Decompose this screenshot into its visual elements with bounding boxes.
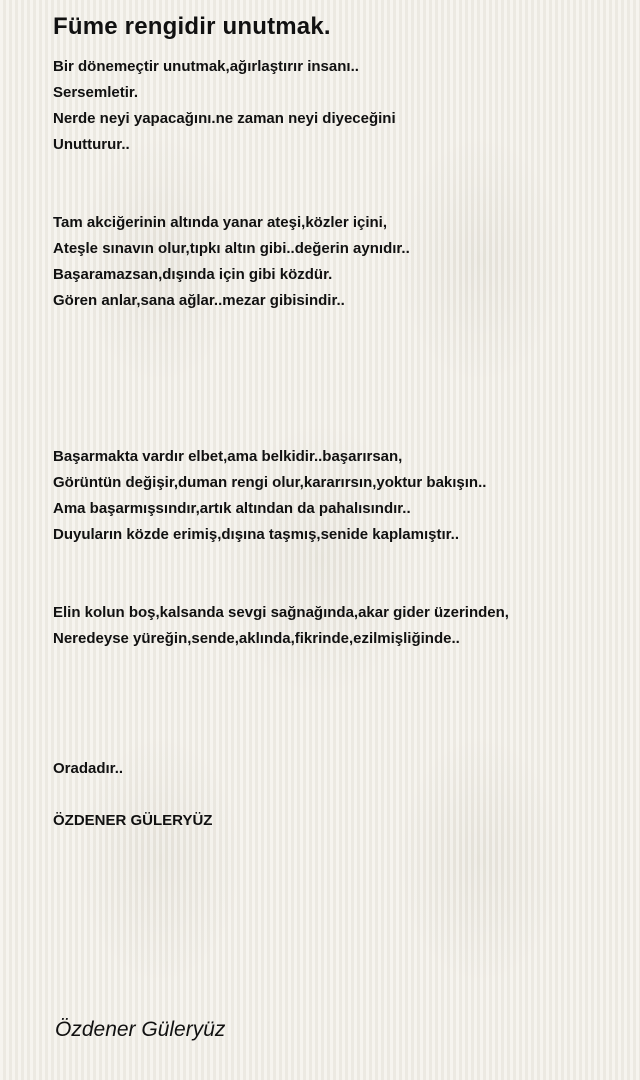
poem-line: Neredeyse yüreğin,sende,aklında,fikrinde,ezilmişliğinde..: [53, 630, 460, 647]
stanza-1: [53, 54, 623, 158]
poem-line: Gören anlar,sana ağlar..mezar gibisindir..: [53, 292, 345, 309]
stanza-spacer: [53, 158, 623, 210]
poem-container: [53, 12, 623, 834]
poem-line: Görüntün değişir,duman rengi olur,kararırsın,yoktur bakışın..: [53, 474, 487, 491]
stanza-2: [53, 210, 623, 314]
poem-line: Başarmakta vardır elbet,ama belkidir..başarırsan,: [53, 448, 403, 465]
poem-line: Sersemletir.: [53, 84, 139, 101]
poem-line: Unutturur..: [53, 136, 130, 153]
poem-line: Nerde neyi yapacağını.ne zaman neyi diyeceğini: [53, 110, 396, 127]
stanza-4: [53, 600, 623, 652]
author-signature: Özdener Güleryüz: [55, 1018, 226, 1041]
poem-line: Tam akciğerinin altında yanar ateşi,közler içini,: [53, 214, 388, 231]
poem-title: Füme rengidir unutmak.: [53, 13, 331, 40]
stanza-spacer: [53, 314, 623, 444]
poem-line: Bir dönemeçtir unutmak,ağırlaştırır insanı..: [53, 58, 359, 75]
poem-line: Elin kolun boş,kalsanda sevgi sağnağında,akar gider üzerinden,: [53, 604, 509, 621]
stanza-spacer: [53, 548, 623, 600]
author-name-caps: ÖZDENER GÜLERYÜZ: [53, 812, 213, 829]
poem-line: Duyuların közde erimiş,dışına taşmış,senide kaplamıştır..: [53, 526, 459, 543]
poem-line: Başaramazsan,dışında için gibi közdür.: [53, 266, 333, 283]
stanza-spacer: [53, 782, 623, 808]
poem-line: Ama başarmışsındır,artık altından da pahalısındır..: [53, 500, 411, 517]
stanza-3: [53, 444, 623, 548]
poem-line: Ateşle sınavın olur,tıpkı altın gibi..değerin aynıdır..: [53, 240, 410, 257]
closing-line: Oradadır..: [53, 760, 124, 777]
stanza-spacer: [53, 652, 623, 756]
